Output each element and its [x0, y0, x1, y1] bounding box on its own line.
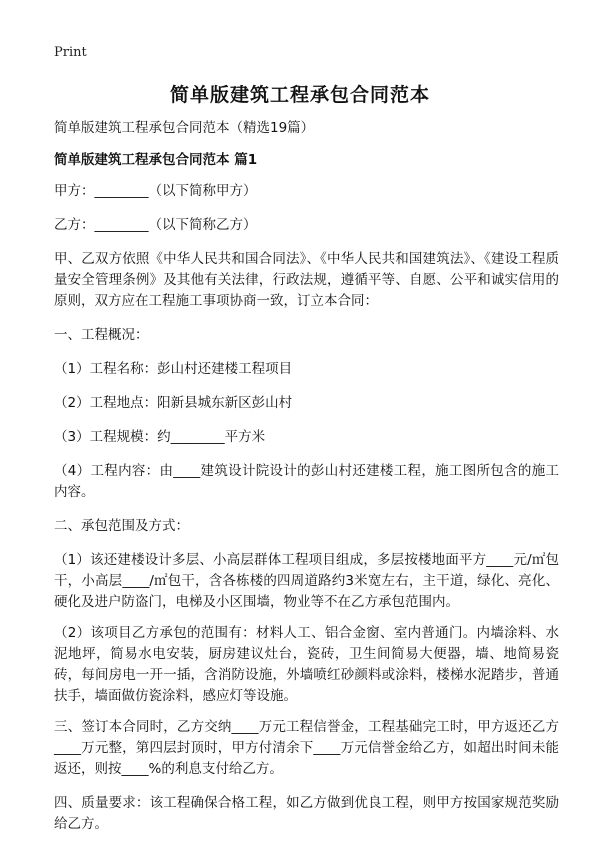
clause-item: （2）该项目乙方承包的范围有：材料人工、铝合金窗、室内普通门。内墙涂料、水泥地坪，简易水电安装，厨房建议灶台，瓷砖，卫生间简易大便器，墙、地简易瓷砖，每间房电一开一插，含消防设施，外墙喷红砂颜料或涂料，楼梯水泥踏步，普通扶手，墙面做仿瓷涂料，感应灯等设施。 [54, 625, 559, 704]
clause-heading: 二、承包范围及方式： [54, 518, 189, 534]
clause-heading: 一、工程概况： [54, 327, 149, 343]
section-heading: 简单版建筑工程承包合同范本 篇1 [54, 152, 258, 168]
clause-item: （1）工程名称：彭山村还建楼工程项目 [54, 361, 293, 377]
print-link[interactable]: Print [54, 45, 87, 60]
document-body [54, 118, 559, 848]
document-subtitle: 简单版建筑工程承包合同范本（精选19篇） [54, 120, 315, 136]
clause-item: （1）该还建楼设计多层、小高层群体工程项目组成，多层按楼地面平方____元/㎡包干，小高层____/㎡包干，含各栋楼的四周道路约3米宽左右，主干道，绿化、亮化、硬化及进户防盗门，电梯及小区围墙，物业等不在乙方承包范围内。 [54, 552, 559, 610]
party-a-line: 甲方：________（以下简称甲方） [54, 183, 257, 199]
clause-item: （2）工程地点：阳新县城东新区彭山村 [54, 395, 293, 411]
clause-paragraph: 四、质量要求：该工程确保合格工程，如乙方做到优良工程，则甲方按国家规范奖励给乙方。 [54, 795, 559, 832]
preamble-paragraph: 甲、乙双方依照《中华人民共和国合同法》、《中华人民共和国建筑法》、《建设工程质量安全管理条例》及其他有关法律，行政法规，遵循平等、自愿、公平和诚实信用的原则，双方应在工程施工事项协商一致，订立本合同： [54, 251, 559, 309]
party-b-line: 乙方：________（以下简称乙方） [54, 217, 257, 233]
clause-item: （4）工程内容：由____建筑设计院设计的彭山村还建楼工程，施工图所包含的施工内容。 [54, 463, 559, 500]
clause-paragraph: 三、签订本合同时，乙方交纳____万元工程信誉金，工程基础完工时，甲方返还乙方____万元整，第四层封顶时，甲方付清余下____万元信誉金给乙方，如超出时间未能返还，则按____%的利息支付给乙方。 [54, 719, 559, 777]
document-title: 简单版建筑工程承包合同范本 [169, 84, 430, 106]
clause-item: （3）工程规模：约________平方米 [54, 429, 266, 445]
